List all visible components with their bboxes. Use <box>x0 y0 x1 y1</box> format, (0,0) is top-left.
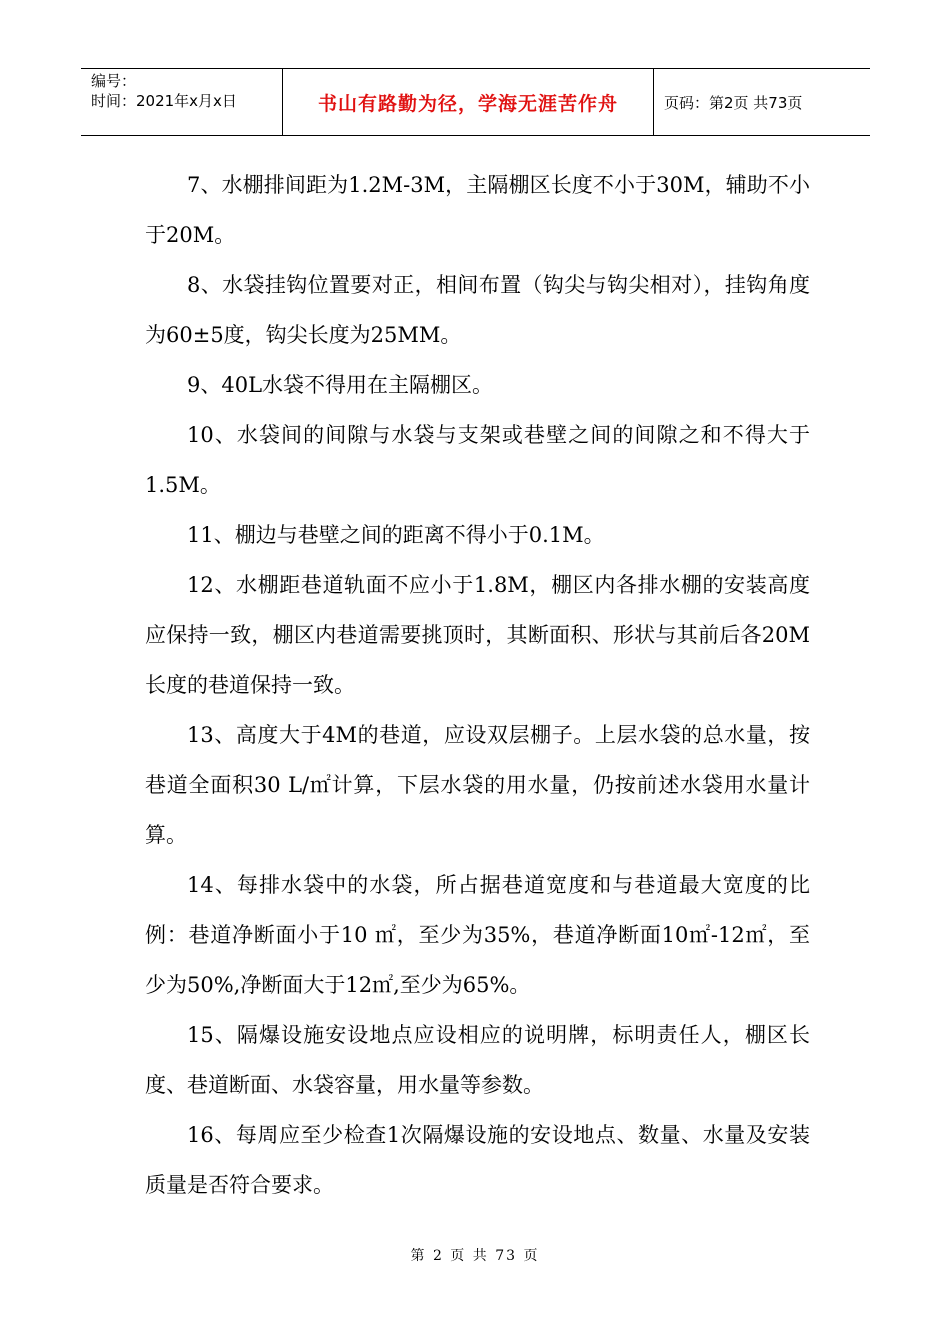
paragraph-item-13: 13、高度大于4M的巷道，应设双层棚子。上层水袋的总水量，按巷道全面积30 L/㎡计算，下层水袋的用水量，仍按前述水袋用水量计算。 <box>145 723 810 847</box>
page-header <box>81 68 870 136</box>
page-footer: 第 2 页 共 73 页 <box>410 1248 540 1264</box>
document-time-label: 时间：2021年x月x日 <box>91 92 237 110</box>
paragraph-item-11: 11、棚边与巷壁之间的距离不得小于0.1M。 <box>187 523 605 547</box>
paragraph-item-16: 16、每周应至少检查1次隔爆设施的安设地点、数量、水量及安装质量是否符合要求。 <box>145 1123 810 1197</box>
paragraph-item-7: 7、水棚排间距为1.2M-3M，主隔棚区长度不小于30M，辅助不小于20M。 <box>145 173 810 247</box>
paragraph-item-8: 8、水袋挂钩位置要对正，相间布置（钩尖与钩尖相对），挂钩角度为60±5度，钩尖长度为25MM。 <box>145 273 810 347</box>
paragraph-item-14: 14、每排水袋中的水袋，所占据巷道宽度和与巷道最大宽度的比例：巷道净断面小于10 ㎡，至少为35%，巷道净断面10㎡-12㎡，至少为50%,净断面大于12㎡,至少为65%。 <box>145 873 810 997</box>
header-page-info: 页码：第2页 共73页 <box>664 93 803 112</box>
header-meta <box>81 69 283 135</box>
paragraph-item-9: 9、40L水袋不得用在主隔棚区。 <box>187 373 494 397</box>
paragraph-item-15: 15、隔爆设施安设地点应设相应的说明牌，标明责任人，棚区长度、巷道断面、水袋容量，用水量等参数。 <box>145 1023 810 1097</box>
document-number-label: 编号： <box>91 72 137 90</box>
paragraph-item-10: 10、水袋间的间隙与水袋与支架或巷壁之间的间隙之和不得大于1.5M。 <box>145 423 810 497</box>
header-motto: 书山有路勤为径，学海无涯苦作舟 <box>283 69 654 135</box>
paragraph-item-12: 12、水棚距巷道轨面不应小于1.8M，棚区内各排水棚的安装高度应保持一致，棚区内巷道需要挑顶时，其断面积、形状与其前后各20M长度的巷道保持一致。 <box>145 573 810 697</box>
document-body <box>145 160 810 1210</box>
